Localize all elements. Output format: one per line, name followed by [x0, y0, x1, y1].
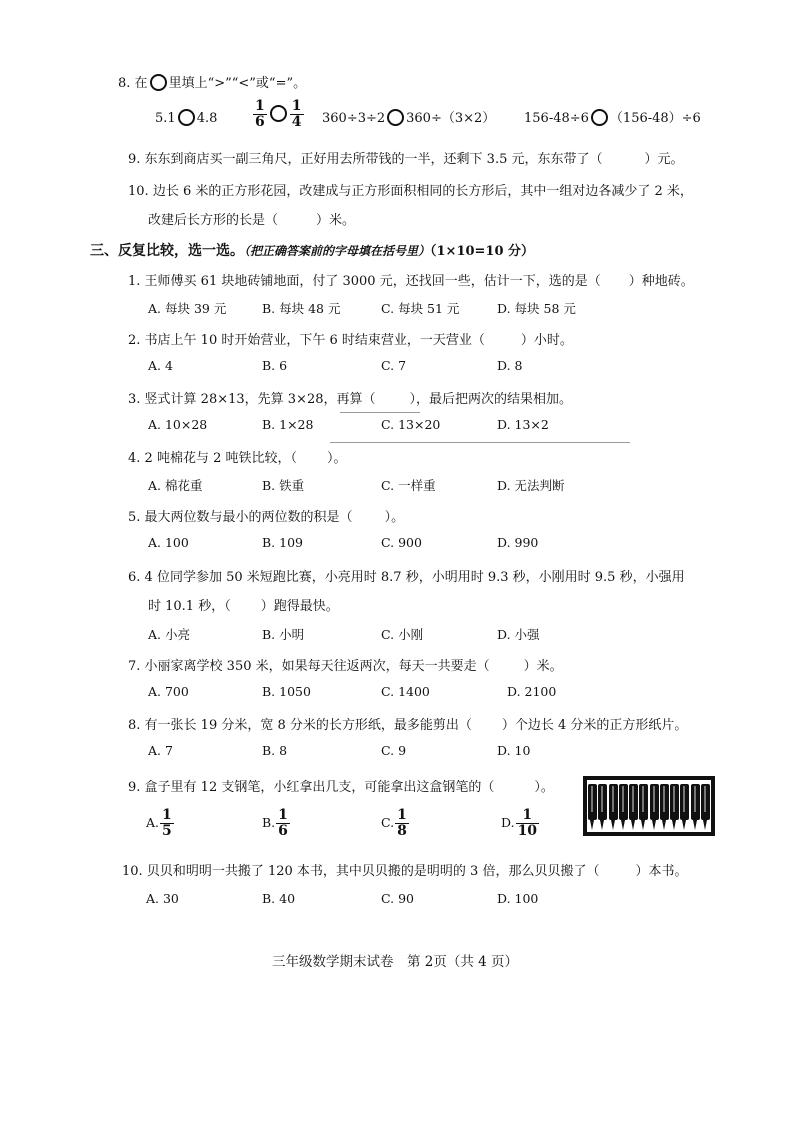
fraction-denominator: 4: [291, 114, 302, 130]
page-footer: 三年级数学期末试卷 第 2页（共 4 页）: [272, 954, 519, 970]
option-a[interactable]: A. 100: [148, 535, 189, 550]
option-a[interactable]: A. 30: [146, 891, 179, 906]
option-letter: D.: [501, 815, 515, 830]
fraction-numerator: 1: [291, 98, 302, 114]
fraction-numerator: 1: [255, 98, 265, 114]
fraction-numerator: 1: [278, 807, 288, 823]
question-text: 边长 6 米的正方形花园，改建成与正方形面积相同的长方形后，其中一组对边各减少了 2 米，: [152, 184, 693, 199]
question-text: 有一张长 19 分米，宽 8 分米的长方形纸，最多能剪出（: [144, 718, 472, 733]
compare-left: 5.1: [155, 111, 176, 126]
fill-q9: [128, 148, 684, 167]
compare-circle-icon[interactable]: [270, 105, 287, 122]
option-d[interactable]: D. 990: [497, 535, 539, 550]
option-d[interactable]: D. 无法判断: [497, 478, 565, 493]
option-a[interactable]: A. 每块 39 元: [148, 301, 227, 316]
compare-left: 360÷3÷2: [322, 111, 386, 126]
option-d[interactable]: D. 小强: [497, 627, 540, 642]
option-c[interactable]: C. 90: [381, 891, 414, 906]
option-c[interactable]: C. 1400: [381, 684, 430, 699]
fraction-denominator: 8: [397, 823, 407, 839]
question-number: 2.: [128, 333, 141, 348]
question-number: 9.: [128, 152, 141, 167]
fraction-denominator: 10: [517, 823, 538, 839]
option-b[interactable]: [262, 808, 291, 839]
question-number: 1.: [128, 274, 141, 289]
question-text: 2 吨棉花与 2 吨铁比较，（: [144, 451, 297, 466]
fraction-denominator: 6: [278, 823, 288, 839]
option-c[interactable]: C. 每块 51 元: [381, 301, 460, 316]
question-text: 贝贝和明明一共搬了 120 本书，其中贝贝搬的是明明的 3 倍，那么贝贝搬了（: [146, 864, 600, 879]
option-b[interactable]: B. 小明: [262, 627, 305, 642]
question-text: ）。: [327, 451, 347, 466]
compare-left: 156-48÷6: [524, 111, 589, 126]
question-9: [128, 776, 554, 795]
fraction-numerator: 1: [397, 807, 407, 823]
question-text: 时 10.1 秒，（: [148, 599, 231, 614]
fraction: [276, 808, 290, 839]
option-b[interactable]: B. 109: [262, 535, 303, 550]
pen-icon: [588, 784, 597, 820]
pen-icon: [691, 784, 700, 820]
question-text: ）本书。: [635, 864, 688, 879]
question-text: ）小时。: [520, 333, 573, 348]
question-text: 4 位同学参加 50 米短跑比赛，小亮用时 8.7 秒，小明用时 9.3 秒，小刚用时 9.5 秒，小强用: [144, 570, 685, 585]
option-d[interactable]: D. 100: [497, 891, 539, 906]
option-b[interactable]: B. 6: [262, 358, 288, 373]
fill-q8-item-2: [252, 99, 305, 130]
scan-artifact-line: [340, 412, 420, 413]
section-score: （1×10=10 分）: [430, 244, 535, 259]
section-instruction: （把正确答案前的字母填在括号里）: [244, 244, 431, 258]
fraction-numerator: 1: [162, 807, 172, 823]
compare-circle-icon[interactable]: [387, 109, 404, 126]
option-b[interactable]: B. 1050: [262, 684, 311, 699]
question-4: [128, 447, 347, 466]
question-1: [128, 270, 694, 289]
question-text: 盒子里有 12 支钢笔，小红拿出几支，可能拿出这盒钢笔的（: [144, 780, 495, 795]
fraction: [395, 808, 409, 839]
option-d[interactable]: D. 8: [497, 358, 523, 373]
question-text: ）。: [534, 780, 554, 795]
pen-clip: [601, 786, 603, 812]
option-b[interactable]: B. 40: [262, 891, 296, 906]
pen-icon: [680, 784, 689, 820]
question-text: 小丽家离学校 350 米，如果每天往返两次，每天一共要走（: [144, 659, 490, 674]
question-number: 6.: [128, 570, 141, 585]
question-10: [122, 860, 687, 879]
fill-q10-line2: [148, 209, 355, 228]
fraction: [516, 808, 539, 839]
fill-q8-item-4: [524, 104, 701, 134]
fraction: [290, 99, 304, 130]
fill-q10-line1: [128, 180, 693, 199]
pen-clip: [704, 786, 706, 812]
question-7: [128, 655, 563, 674]
question-text: ）种地砖。: [628, 274, 694, 289]
question-text: ）个边长 4 分米的正方形纸片。: [501, 718, 688, 733]
option-a[interactable]: A. 10×28: [148, 417, 208, 432]
question-number: 7.: [128, 659, 141, 674]
compare-circle-icon: [150, 74, 167, 91]
option-a[interactable]: [146, 808, 175, 839]
fraction-numerator: 1: [516, 808, 539, 824]
compare-right: 360÷（3×2）: [406, 111, 496, 126]
question-text: 竖式计算 28×13，先算 3×28，再算（: [144, 392, 376, 407]
pen-clip: [612, 786, 614, 812]
compare-right: 4.8: [196, 111, 218, 126]
question-number: 10.: [128, 184, 149, 199]
question-6-line1: [128, 566, 685, 585]
fill-q8-header: [118, 72, 306, 91]
question-number: 4.: [128, 451, 141, 466]
option-c[interactable]: C. 13×20: [381, 417, 441, 432]
question-text: 里填上“>”“<”或“=”。: [168, 76, 307, 91]
question-3: [128, 388, 572, 407]
option-c[interactable]: C. 一样重: [381, 478, 436, 493]
option-c[interactable]: C. 小刚: [381, 627, 424, 642]
pen-clip: [632, 786, 634, 812]
question-text: ）元。: [644, 152, 684, 167]
option-b[interactable]: B. 1×28: [262, 417, 314, 432]
pen-clip: [663, 786, 665, 812]
fraction: [253, 99, 267, 130]
pen-clip: [683, 786, 685, 812]
option-a[interactable]: A. 700: [148, 684, 189, 699]
option-b[interactable]: B. 8: [262, 743, 288, 758]
question-text: 书店上午 10 时开始营业，下午 6 时结束营业，一天营业（: [144, 333, 485, 348]
pen-icon: [670, 784, 679, 820]
question-number: 8.: [118, 76, 131, 91]
pen-icon: [650, 784, 659, 820]
pen-clip: [591, 786, 593, 812]
question-6-line2: [148, 595, 339, 614]
question-5: [128, 506, 404, 525]
pen-icon: [609, 784, 618, 820]
option-c[interactable]: C. 900: [381, 535, 422, 550]
question-text: 东东到商店买一副三角尺，正好用去所带钱的一半，还剩下 3.5 元，东东带了（: [144, 152, 603, 167]
question-text: 在: [134, 76, 148, 91]
question-text: ）米。: [316, 213, 356, 228]
option-c[interactable]: C. 9: [381, 743, 407, 758]
pen-icon: [598, 784, 607, 820]
question-text: 王师傅买 61 块地砖铺地面，付了 3000 元，还找回一些，估计一下，选的是（: [144, 274, 601, 289]
question-text: 最大两位数与最小的两位数的积是（: [144, 510, 353, 525]
question-number: 8.: [128, 718, 141, 733]
pen-clip: [622, 786, 624, 812]
option-b[interactable]: B. 每块 48 元: [262, 301, 341, 316]
question-number: 5.: [128, 510, 141, 525]
question-text: ）米。: [523, 659, 563, 674]
option-c[interactable]: [381, 808, 410, 839]
compare-right: （156-48）÷6: [609, 111, 701, 126]
option-letter: B.: [262, 815, 276, 830]
compare-circle-icon[interactable]: [178, 109, 195, 126]
pen-icon: [629, 784, 638, 820]
fraction-denominator: 6: [255, 114, 265, 130]
question-number: 10.: [122, 864, 143, 879]
option-d[interactable]: D. 10: [497, 743, 531, 758]
option-a[interactable]: A. 棉花重: [148, 478, 203, 493]
pen-clip: [673, 786, 675, 812]
fill-q8-item-1: [155, 104, 217, 134]
question-8: [128, 714, 687, 733]
option-d[interactable]: D. 2100: [507, 684, 557, 699]
option-a[interactable]: A. 7: [148, 743, 173, 758]
question-text: ）。: [384, 510, 405, 525]
pen-icon: [701, 784, 710, 820]
option-b[interactable]: B. 铁重: [262, 478, 305, 493]
option-letter: C.: [381, 815, 395, 830]
question-text: ），最后把两次的结果相加。: [409, 392, 573, 407]
pen-box-icon: [583, 776, 715, 836]
question-2: [128, 329, 573, 348]
question-number: 9.: [128, 780, 141, 795]
fill-q8-item-3: [322, 104, 495, 134]
question-number: 3.: [128, 392, 141, 407]
fraction-denominator: 5: [162, 823, 172, 839]
option-letter: A.: [146, 815, 160, 830]
question-text: ）跑得最快。: [260, 599, 339, 614]
option-d[interactable]: [501, 808, 540, 839]
compare-circle-icon[interactable]: [591, 109, 608, 126]
pen-clip: [694, 786, 696, 812]
option-d[interactable]: D. 每块 58 元: [497, 301, 576, 316]
pen-clip: [642, 786, 644, 812]
option-d[interactable]: D. 13×2: [497, 417, 549, 432]
option-c[interactable]: C. 7: [381, 358, 407, 373]
pen-icon: [639, 784, 648, 820]
section-3-heading: [90, 240, 534, 260]
fraction: [160, 808, 174, 839]
pen-clip: [653, 786, 655, 812]
option-a[interactable]: A. 4: [148, 358, 173, 373]
pen-icon: [660, 784, 669, 820]
section-title: 三、反复比较，选一选。: [90, 243, 244, 259]
question-text: 改建后长方形的长是（: [148, 213, 279, 228]
scan-artifact-line: [330, 442, 630, 443]
pen-icon: [619, 784, 628, 820]
option-a[interactable]: A. 小亮: [148, 627, 190, 642]
